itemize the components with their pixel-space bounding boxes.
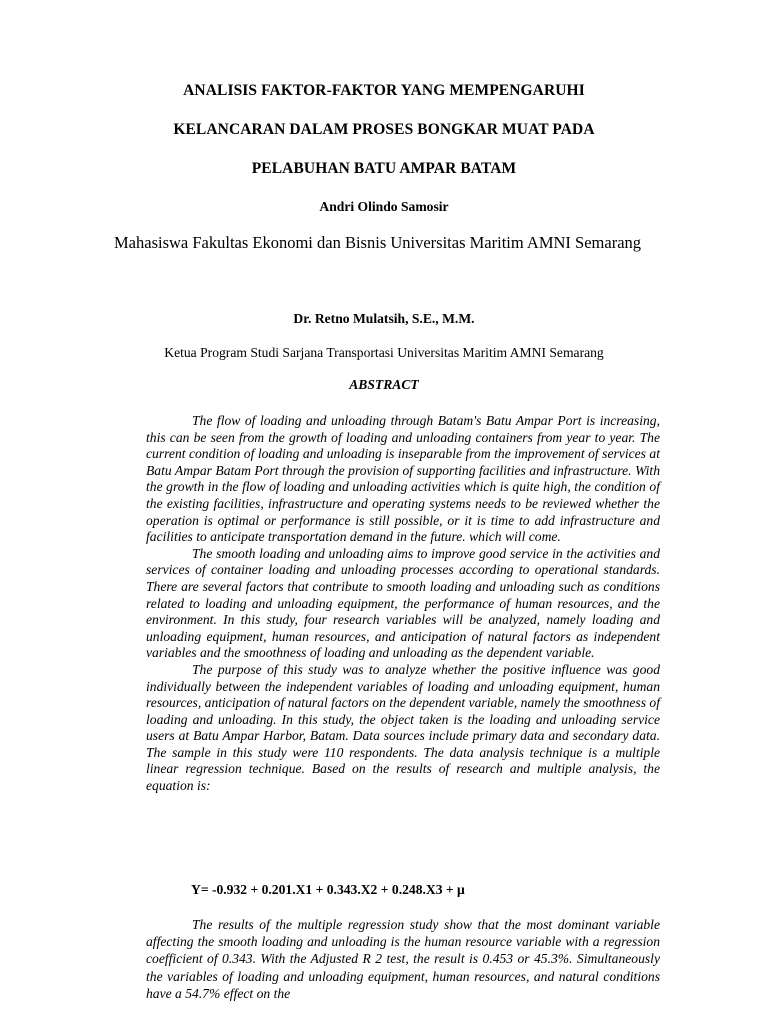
abstract-paragraph: The flow of loading and unloading through Batam's Batu Ampar Port is increasing, this can be seen from the growth of loading and unloading containers from year to year. The current condition of loading and unloading is inseparable from the improvement of services at Batu Ampar Batam Port through the provision of supporting facilities and infrastructure. With the growth in the flow of loading and unloading activities which is quite high, the condition of the existing facilities, infrastructure and operating systems needs to be reviewed whether the operation is optimal or performance is still possible, or it is time to add infrastructure and facilities to anticipate transportation demand in the future. which will come. <box>146 413 660 545</box>
author-2-affiliation: Ketua Program Studi Sarjana Transportasi Universitas Maritim AMNI Semarang <box>164 345 604 360</box>
author-1-affiliation: Mahasiswa Fakultas Ekonomi dan Bisnis Universitas Maritim AMNI Semarang <box>114 233 642 252</box>
abstract-paragraph: The purpose of this study was to analyze whether the positive influence was good individually between the independent variables of loading and unloading equipment, human resources, anticipation of natural factors on the dependent variable, namely the smoothness of loading and unloading. In this study, the object taken is the loading and unloading service users at Batu Ampar Harbor, Batam. Data sources include primary data and secondary data. The sample in this study were 110 respondents. The data analysis technique is a multiple linear regression technique. Based on the results of research and multiple analysis, the equation is: <box>146 661 660 794</box>
abstract-results-paragraph: The results of the multiple regression study show that the most dominant variable affecting the smooth loading and unloading is the human resource variable with a regression coefficient of 0.343. With the Adjusted R 2 test, the result is 0.453 or 45.3%. Simultaneously the variables of loading and unloading equipment, human resources, and natural conditions have a 54.7% effect on the <box>146 917 660 1001</box>
abstract-body <box>146 413 660 795</box>
abstract-results <box>146 916 660 1002</box>
paper-title-line-1: ANALISIS FAKTOR-FAKTOR YANG MEMPENGARUHI <box>183 82 585 99</box>
author-1-name: Andri Olindo Samosir <box>319 199 449 214</box>
regression-equation: Y= -0.932 + 0.201.X1 + 0.343.X2 + 0.248.X3 + μ <box>191 882 465 897</box>
author-2-name: Dr. Retno Mulatsih, S.E., M.M. <box>293 311 475 326</box>
abstract-heading: ABSTRACT <box>349 377 419 392</box>
abstract-paragraph: The smooth loading and unloading aims to improve good service in the activities and services of container loading and unloading processes according to operational standards. There are several factors that contribute to smooth loading and unloading such as conditions related to loading and unloading equipment, the performance of human resources, and the environment. In this study, four research variables will be analyzed, namely loading and unloading equipment, human resources, and anticipation of natural factors as independent variables and the smoothness of loading and unloading as the dependent variable. <box>146 545 660 661</box>
paper-title-line-2: KELANCARAN DALAM PROSES BONGKAR MUAT PADA <box>173 121 595 138</box>
paper-title-line-3: PELABUHAN BATU AMPAR BATAM <box>251 160 517 177</box>
